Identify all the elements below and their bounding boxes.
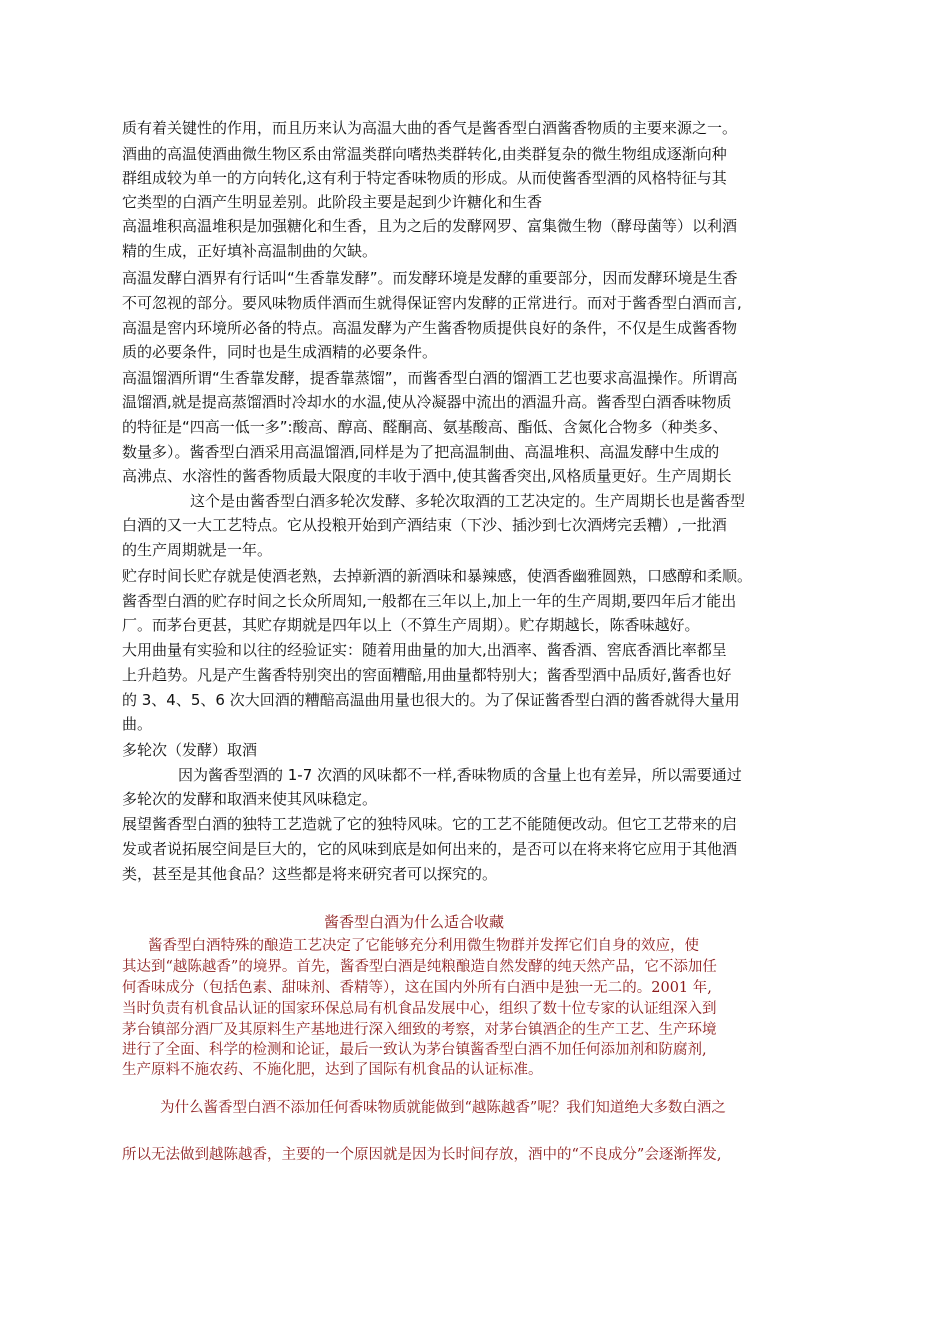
body-line: 厂。而茅台更甚，其贮存期就是四年以上（不算生产周期）。贮存期越长，陈香味越好。 bbox=[122, 616, 700, 634]
body-line: 的特征是“四高一低一多”:酸高、醇高、醛酮高、氨基酸高、酯低、含氮化合物多（种类多、 bbox=[122, 418, 728, 436]
body-line: 白酒的又一大工艺特点。它从投粮开始到产酒结束（下沙、插沙到七次酒烤完丢糟）,一批酒 bbox=[122, 516, 727, 534]
body-line: 高温馏酒所谓“生香靠发酵，提香靠蒸馏”，而酱香型白酒的馏酒工艺也要求高温操作。所谓高 bbox=[122, 369, 738, 387]
body-line: 高温堆积高温堆积是加强糖化和生香，且为之后的发酵网罗、富集微生物（酵母菌等）以利酒 bbox=[122, 217, 738, 235]
red-body-line: 茅台镇部分酒厂及其原料生产基地进行深入细致的考察，对茅台镇酒企的生产工艺、生产环境 bbox=[122, 1022, 717, 1038]
body-line: 高沸点、水溶性的酱香物质最大限度的丰收于酒中,使其酱香突出,风格质量更好。生产周期长 bbox=[122, 467, 732, 485]
body-line: 展望酱香型白酒的独特工艺造就了它的独特风味。它的工艺不能随便改动。但它工艺带来的启 bbox=[122, 815, 738, 833]
body-line: 酱香型白酒的贮存时间之长众所周知,一般都在三年以上,加上一年的生产周期,要四年后才能出 bbox=[122, 592, 737, 610]
body-line: 这个是由酱香型白酒多轮次发酵、多轮次取酒的工艺决定的。生产周期长也是酱香型 bbox=[190, 492, 746, 510]
body-line: 多轮次（发酵）取酒 bbox=[122, 741, 258, 759]
red-body-line: 所以无法做到越陈越香，主要的一个原因就是因为长时间存放，酒中的“不良成分”会逐渐挥发, bbox=[122, 1147, 722, 1163]
red-body-line: 其达到“越陈越香”的境界。首先，酱香型白酒是纯粮酿造自然发酵的纯天然产品，它不添加任 bbox=[122, 959, 717, 975]
body-line: 的生产周期就是一年。 bbox=[122, 541, 273, 559]
body-line: 曲。 bbox=[122, 715, 153, 733]
body-line: 酒曲的高温使酒曲微生物区系由常温类群向嗜热类群转化,由类群复杂的微生物组成逐渐向种 bbox=[122, 145, 727, 163]
body-line: 不可忽视的部分。要风味物质伴酒而生就得保证窖内发酵的正常进行。而对于酱香型白酒而言, bbox=[122, 294, 742, 312]
body-line: 大用曲量有实验和以往的经验证实：随着用曲量的加大,出酒率、酱香酒、窖底香酒比率都呈 bbox=[122, 641, 727, 659]
body-line: 发或者说拓展空间是巨大的，它的风味到底是如何出来的，是否可以在将来将它应用于其他酒 bbox=[122, 840, 738, 858]
section-title: 酱香型白酒为什么适合收藏 bbox=[324, 913, 505, 931]
body-line: 质的必要条件，同时也是生成酒精的必要条件。 bbox=[122, 343, 438, 361]
body-line: 上升趋势。凡是产生酱香特别突出的窖面糟醅,用曲量都特别大；酱香型酒中品质好,酱香也好 bbox=[122, 666, 732, 684]
body-line: 高温发酵白酒界有行话叫“生香靠发酵”。而发酵环境是发酵的重要部分，因而发酵环境是生香 bbox=[122, 269, 738, 287]
red-body-line: 当时负责有机食品认证的国家环保总局有机食品发展中心，组织了数十位专家的认证组深入到 bbox=[122, 1001, 717, 1017]
red-body-line: 进行了全面、科学的检测和论证，最后一致认为茅台镇酱香型白酒不加任何添加剂和防腐剂, bbox=[122, 1042, 707, 1058]
body-line: 的 3、4、5、6 次大回酒的糟醅高温曲用量也很大的。为了保证酱香型白酒的酱香就得大量用 bbox=[122, 691, 740, 709]
body-line: 精的生成，正好填补高温制曲的欠缺。 bbox=[122, 242, 378, 260]
body-line: 质有着关键性的作用，而且历来认为高温大曲的香气是酱香型白酒酱香物质的主要来源之一。 bbox=[122, 119, 738, 137]
body-line: 因为酱香型酒的 1-7 次酒的风味都不一样,香味物质的含量上也有差异，所以需要通过 bbox=[178, 766, 742, 784]
red-body-line: 酱香型白酒特殊的酿造工艺决定了它能够充分利用微生物群并发挥它们自身的效应，使 bbox=[148, 938, 699, 954]
body-line: 高温是窖内环境所必备的特点。高温发酵为产生酱香物质提供良好的条件，不仅是生成酱香物 bbox=[122, 319, 738, 337]
red-body-line: 何香味成分（包括色素、甜味剂、香精等），这在国内外所有白酒中是独一无二的。2001 年, bbox=[122, 980, 712, 996]
body-line: 温馏酒,就是提高蒸馏酒时冷却水的水温,使从冷凝器中流出的酒温升高。酱香型白酒香味物质 bbox=[122, 393, 732, 411]
body-line: 贮存时间长贮存就是使酒老熟，去掉新酒的新酒味和暴辣感，使酒香幽雅圆熟，口感醇和柔顺。 bbox=[122, 567, 753, 585]
body-line: 类，甚至是其他食品？这些都是将来研究者可以探究的。 bbox=[122, 865, 498, 883]
red-body-line: 为什么酱香型白酒不添加任何香味物质就能做到“越陈越香”呢？我们知道绝大多数白酒之 bbox=[160, 1100, 726, 1116]
red-body-line: 生产原料不施农药、不施化肥，达到了国际有机食品的认证标准。 bbox=[122, 1062, 543, 1078]
body-line: 群组成较为单一的方向转化,这有利于特定香味物质的形成。从而使酱香型酒的风格特征与其 bbox=[122, 169, 727, 187]
body-line: 数量多）。酱香型白酒采用高温馏酒,同样是为了把高温制曲、高温堆积、高温发酵中生成的 bbox=[122, 443, 720, 461]
body-line: 多轮次的发酵和取酒来使其风味稳定。 bbox=[122, 790, 378, 808]
body-line: 它类型的白酒产生明显差别。此阶段主要是起到少许糖化和生香 bbox=[122, 193, 543, 211]
